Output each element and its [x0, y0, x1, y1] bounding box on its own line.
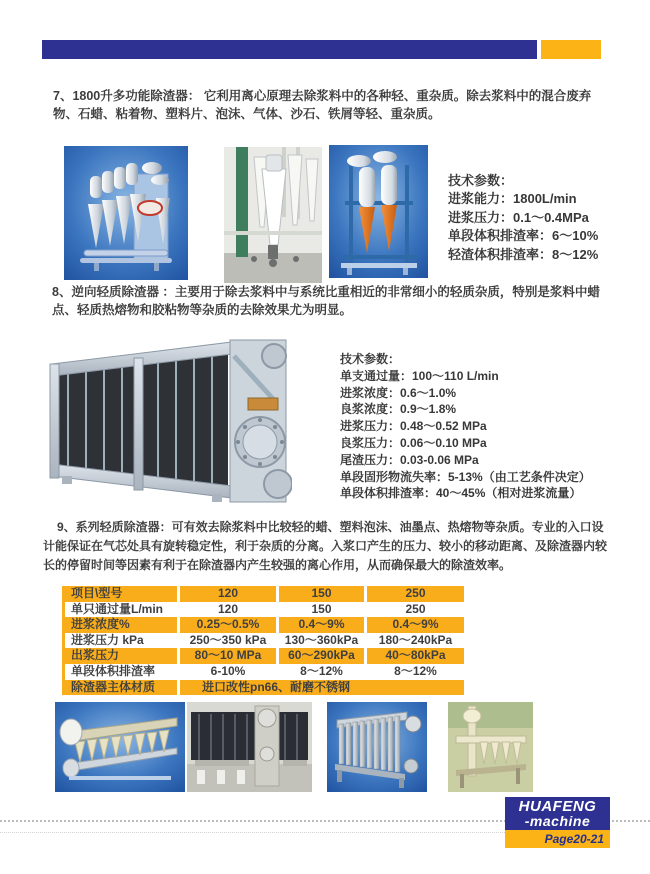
product-photo-factory-cones [224, 147, 322, 283]
page-number-badge: Page20-21 [505, 830, 610, 848]
table-cell: 150 [276, 602, 364, 618]
product-photo-orange-cone-cleaner [329, 145, 428, 278]
table-cell: 0.4～9% [276, 617, 364, 633]
footer-dotted-rule-bottom [0, 832, 505, 833]
table-cell: 130～360kPa [276, 633, 364, 649]
table-cell: 250 [364, 602, 464, 618]
table-header-cell: 150 [276, 586, 364, 602]
tech-params-1-line: 进浆能力：1800L/min [448, 191, 577, 207]
spec-table [62, 586, 464, 695]
tech-params-1 [448, 172, 598, 264]
tech-params-1-line: 进浆压力：0.1～0.4MPa [448, 209, 589, 225]
table-header-cell: 250 [364, 586, 464, 602]
table-row-label: 进浆压力 kPa [65, 633, 177, 649]
huafeng-logo-line1: HUAFENG [518, 798, 597, 815]
section-8-paragraph: 8、逆向轻质除渣器 ：主要用于除去浆料中与系统比重相近的非常细小的轻质杂质，特别是浆料中蜡点、轻质热熔物和胶粘物等杂质的去除效果尤为明显。 [52, 285, 600, 317]
table-cell: 8～12% [364, 664, 464, 680]
tech-params-1-line: 轻渣体积排渣率：8～12% [448, 246, 599, 262]
table-row [65, 617, 464, 633]
table-header-row [65, 586, 464, 602]
huafeng-logo [505, 797, 610, 830]
product-photo-dark-tube-cleaner [187, 702, 312, 792]
table-row-label: 进浆浓度% [65, 617, 177, 633]
header-bar-blue [42, 40, 537, 59]
tech-params-2-line: 进浆浓度：0.6～1.0% [340, 385, 457, 400]
table-cell: 180～240kPa [364, 633, 464, 649]
product-photo-multicone-cleaner [64, 146, 188, 280]
table-cell: 80～10 MPa [177, 648, 276, 664]
tech-params-2 [340, 351, 591, 502]
tech-params-2-line: 单支通过量：100～110 L/min [340, 368, 499, 383]
tech-params-1-line: 单段体积排渣率：6～10% [448, 228, 599, 244]
table-row [65, 680, 464, 696]
table-cell: 120 [177, 602, 276, 618]
table-row [65, 664, 464, 680]
table-row-label: 出浆压力 [65, 648, 177, 664]
table-row-label: 单只通过量L/min [65, 602, 177, 618]
huafeng-logo-line2: -machine [524, 813, 591, 829]
table-cell-span: 进口改性pn66、耐磨不锈钢 [177, 680, 464, 696]
table-row [65, 648, 464, 664]
table-row-label: 单段体积排渣率 [65, 664, 177, 680]
header-bar-accent [541, 40, 601, 59]
table-row-label: 除渣器主体材质 [65, 680, 177, 696]
tech-params-2-line: 良浆浓度：0.9～1.8% [340, 402, 457, 417]
product-photo-metal-tube-rack [327, 702, 427, 792]
tech-params-2-line: 良浆压力：0.06～0.10 MPa [340, 435, 487, 450]
table-cell: 40～80kPa [364, 648, 464, 664]
table-cell: 6-10% [177, 664, 276, 680]
tech-params-2-line: 进浆压力：0.48～0.52 MPa [340, 419, 487, 434]
section-9-paragraph: 9、系列轻质除渣器：可有效去除浆料中比较轻的蜡、塑料泡沫、油墨点、热熔物等杂质。专业的入口设计能保证在气芯处具有旋转稳定性，利于杂质的分离。入浆口产生的压力、较小的移动距离、及除渣器内较长的停留时间等因素有利于在除渣器内产生较强的离心作用，从而确保最大的除渣效率。 [43, 520, 608, 572]
table-row [65, 602, 464, 618]
tech-params-2-line: 尾渣压力：0.03-0.06 MPa [340, 452, 479, 467]
tech-params-1-line: 技术参数： [448, 173, 514, 188]
table-cell: 60～290kPa [276, 648, 364, 664]
section-7-paragraph: 7、1800升多功能除渣器： 它利用离心原理去除浆料中的各种轻、重杂质。除去浆料中的混合废弃物、石蜡、粘着物、塑料片、泡沫、气体、沙石、铁屑等轻、重杂质。 [53, 89, 592, 121]
tech-params-2-line: 单段体积排渣率：40～45%（相对进浆流量） [340, 486, 582, 501]
table-header-cell: 项目\型号 [65, 586, 177, 602]
product-photo-reverse-cleaner-machine [42, 338, 292, 510]
product-photo-cream-cone-bank [448, 702, 533, 792]
table-header-cell: 120 [177, 586, 276, 602]
table-row [65, 633, 464, 649]
product-photo-cleaner-bank-blue [55, 702, 185, 792]
table-cell: 0.4～9% [364, 617, 464, 633]
table-cell: 250～350 kPa [177, 633, 276, 649]
table-cell: 8～12% [276, 664, 364, 680]
table-cell: 0.25～0.5% [177, 617, 276, 633]
tech-params-2-line: 单段固形物流失率：5-13%（由工艺条件决定） [340, 469, 591, 484]
tech-params-2-line: 技术参数： [340, 352, 401, 366]
